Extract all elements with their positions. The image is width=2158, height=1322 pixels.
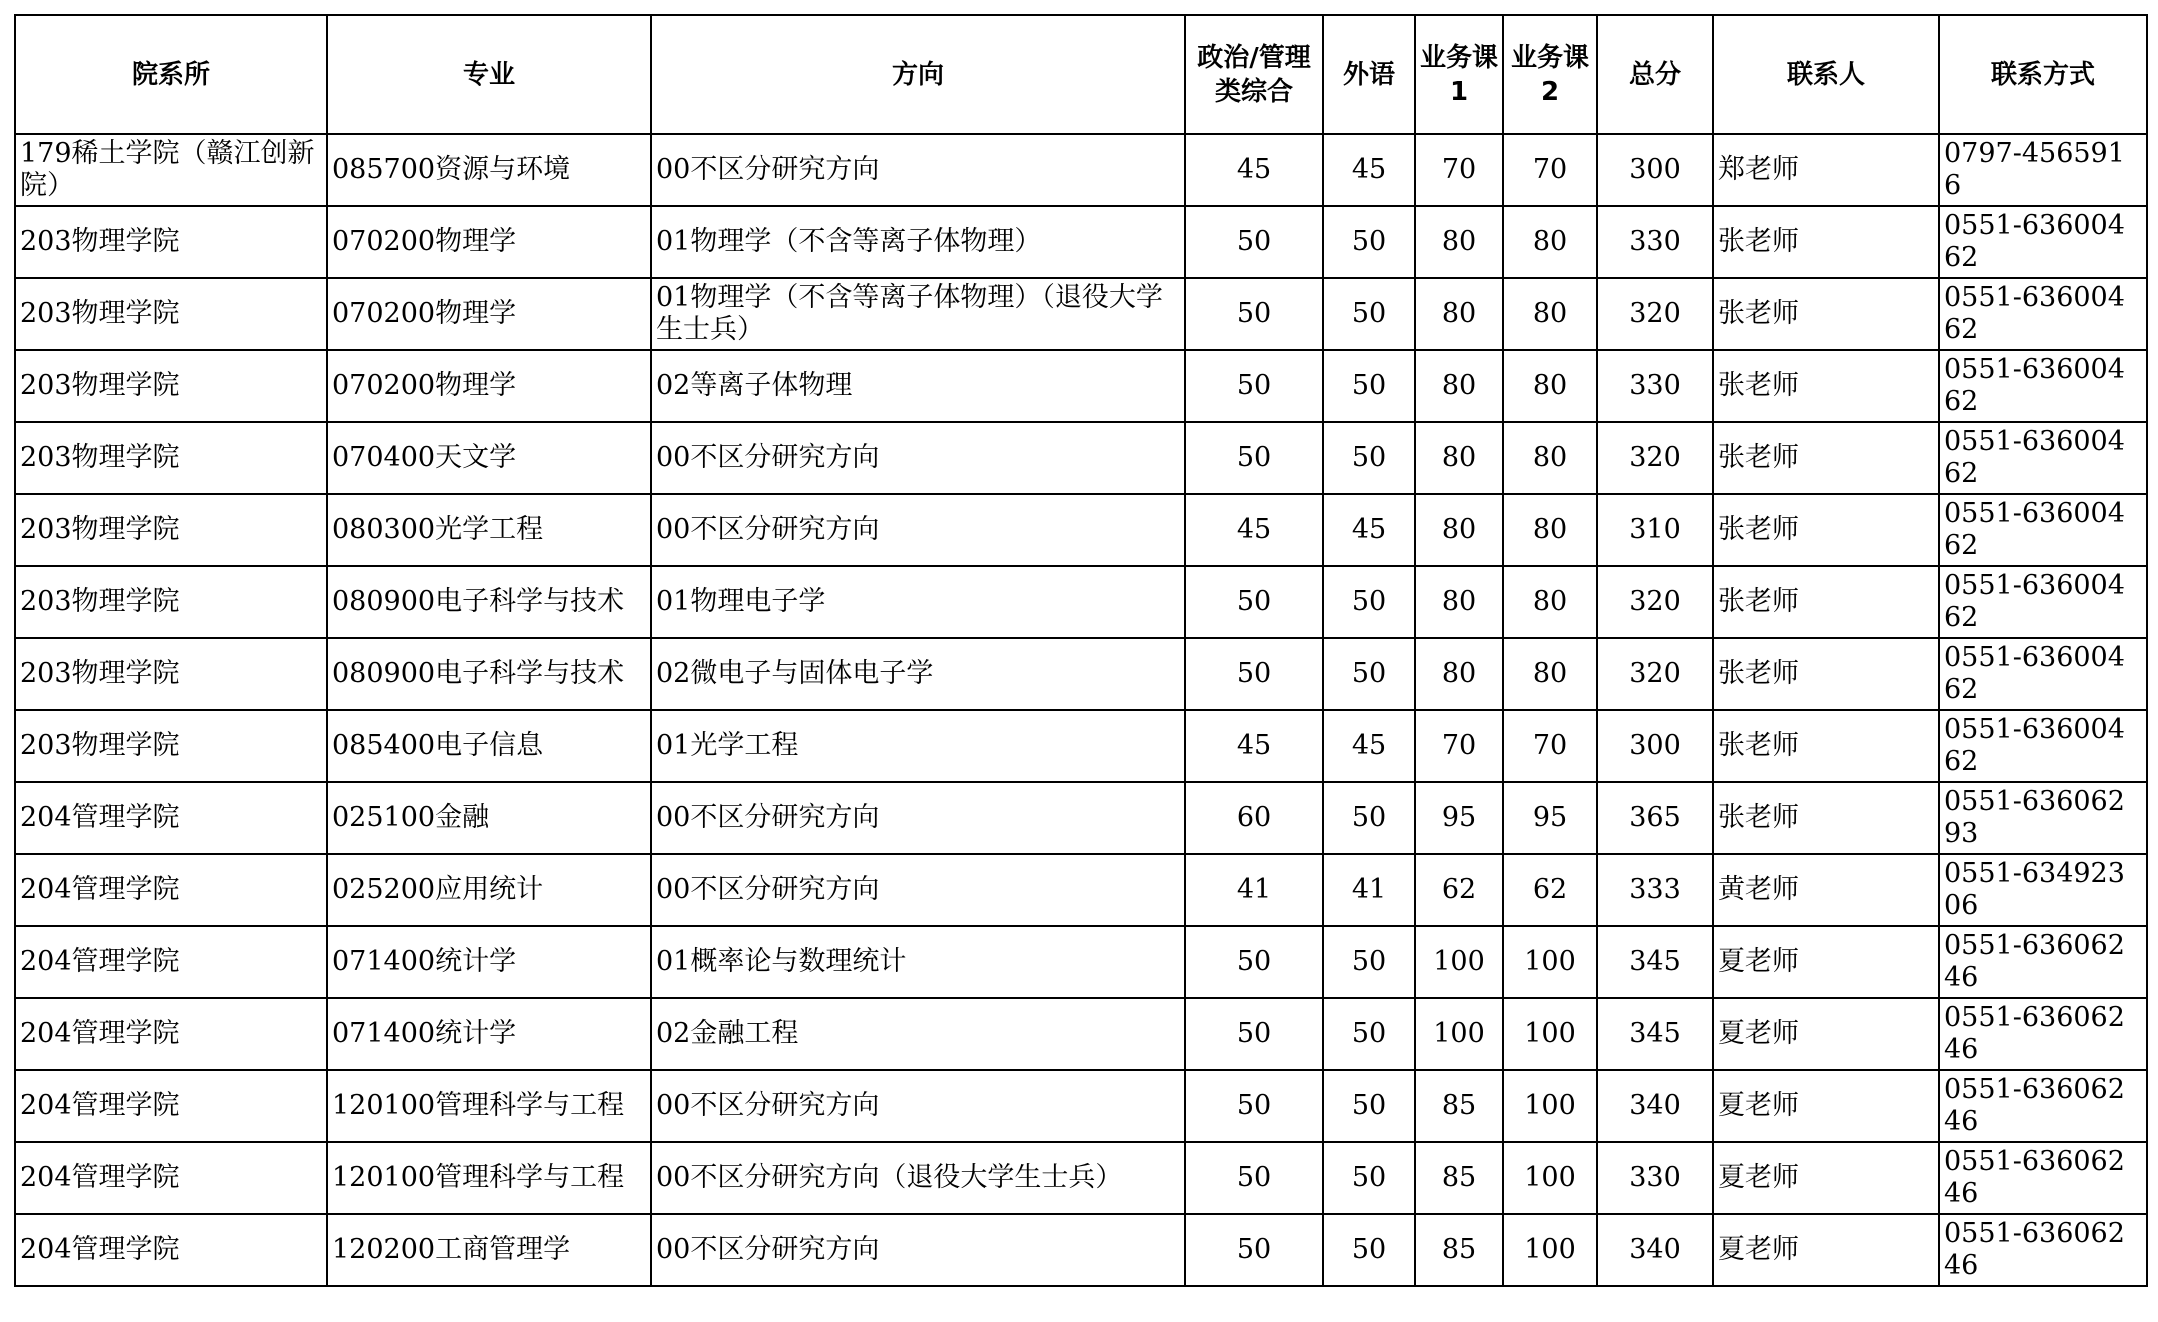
- contact-info-cell: 0551-63606246: [1939, 998, 2147, 1070]
- major-cell: 120100管理科学与工程: [327, 1070, 651, 1142]
- total-score-cell: 330: [1597, 1142, 1713, 1214]
- department-cell: 203物理学院: [15, 278, 327, 350]
- department-cell: 204管理学院: [15, 1142, 327, 1214]
- politics-score-cell: 50: [1185, 1070, 1323, 1142]
- direction-cell: 02微电子与固体电子学: [651, 638, 1185, 710]
- politics-score-cell: 50: [1185, 998, 1323, 1070]
- direction-cell: 00不区分研究方向: [651, 134, 1185, 206]
- course-2-score-cell: 100: [1503, 1142, 1597, 1214]
- politics-score-cell: 50: [1185, 926, 1323, 998]
- contact-info-cell: 0551-63600462: [1939, 206, 2147, 278]
- politics-score-cell: 45: [1185, 134, 1323, 206]
- politics-score-cell: 50: [1185, 350, 1323, 422]
- course-1-score-cell: 80: [1415, 638, 1503, 710]
- direction-cell: 01物理学（不含等离子体物理）: [651, 206, 1185, 278]
- foreign-language-score-cell: 50: [1323, 278, 1415, 350]
- direction-cell: 00不区分研究方向: [651, 854, 1185, 926]
- direction-cell: 00不区分研究方向: [651, 422, 1185, 494]
- foreign-language-score-cell: 45: [1323, 134, 1415, 206]
- total-score-cell: 300: [1597, 134, 1713, 206]
- header-row: [15, 15, 2147, 134]
- major-cell: 120200工商管理学: [327, 1214, 651, 1286]
- contact-person-cell: 黄老师: [1713, 854, 1939, 926]
- politics-score-cell: 50: [1185, 1142, 1323, 1214]
- foreign-language-score-cell: 50: [1323, 1070, 1415, 1142]
- table-row: [15, 422, 2147, 494]
- contact-info-cell: 0551-63600462: [1939, 422, 2147, 494]
- major-cell: 071400统计学: [327, 998, 651, 1070]
- table-row: [15, 926, 2147, 998]
- politics-score-cell: 50: [1185, 1214, 1323, 1286]
- major-cell: 080900电子科学与技术: [327, 638, 651, 710]
- contact-person-cell: 张老师: [1713, 710, 1939, 782]
- score-table: [14, 14, 2148, 1287]
- direction-cell: 00不区分研究方向（退役大学生士兵）: [651, 1142, 1185, 1214]
- header-department: 院系所: [15, 15, 327, 134]
- table-header: [15, 15, 2147, 134]
- foreign-language-score-cell: 45: [1323, 710, 1415, 782]
- contact-info-cell: 0551-63606246: [1939, 1070, 2147, 1142]
- foreign-language-score-cell: 50: [1323, 638, 1415, 710]
- course-1-score-cell: 80: [1415, 566, 1503, 638]
- total-score-cell: 345: [1597, 926, 1713, 998]
- politics-score-cell: 50: [1185, 638, 1323, 710]
- foreign-language-score-cell: 50: [1323, 566, 1415, 638]
- header-contact-person: 联系人: [1713, 15, 1939, 134]
- contact-info-cell: 0551-63606246: [1939, 1142, 2147, 1214]
- department-cell: 204管理学院: [15, 782, 327, 854]
- direction-cell: 00不区分研究方向: [651, 494, 1185, 566]
- politics-score-cell: 50: [1185, 278, 1323, 350]
- course-1-score-cell: 70: [1415, 134, 1503, 206]
- total-score-cell: 330: [1597, 206, 1713, 278]
- contact-person-cell: 张老师: [1713, 278, 1939, 350]
- foreign-language-score-cell: 50: [1323, 1214, 1415, 1286]
- major-cell: 025100金融: [327, 782, 651, 854]
- major-cell: 025200应用统计: [327, 854, 651, 926]
- course-1-score-cell: 85: [1415, 1142, 1503, 1214]
- total-score-cell: 320: [1597, 638, 1713, 710]
- contact-info-cell: 0551-63600462: [1939, 494, 2147, 566]
- header-course-2: 业务课2: [1503, 15, 1597, 134]
- total-score-cell: 345: [1597, 998, 1713, 1070]
- course-2-score-cell: 80: [1503, 278, 1597, 350]
- foreign-language-score-cell: 41: [1323, 854, 1415, 926]
- foreign-language-score-cell: 50: [1323, 926, 1415, 998]
- contact-info-cell: 0551-63600462: [1939, 638, 2147, 710]
- total-score-cell: 320: [1597, 278, 1713, 350]
- total-score-cell: 365: [1597, 782, 1713, 854]
- table-row: [15, 638, 2147, 710]
- course-2-score-cell: 62: [1503, 854, 1597, 926]
- course-2-score-cell: 100: [1503, 1070, 1597, 1142]
- contact-info-cell: 0551-63600462: [1939, 350, 2147, 422]
- contact-person-cell: 郑老师: [1713, 134, 1939, 206]
- contact-person-cell: 夏老师: [1713, 1214, 1939, 1286]
- course-2-score-cell: 80: [1503, 422, 1597, 494]
- course-1-score-cell: 80: [1415, 206, 1503, 278]
- course-2-score-cell: 80: [1503, 206, 1597, 278]
- department-cell: 203物理学院: [15, 422, 327, 494]
- course-1-score-cell: 80: [1415, 422, 1503, 494]
- contact-person-cell: 张老师: [1713, 566, 1939, 638]
- politics-score-cell: 45: [1185, 494, 1323, 566]
- course-2-score-cell: 80: [1503, 350, 1597, 422]
- course-2-score-cell: 100: [1503, 1214, 1597, 1286]
- contact-person-cell: 夏老师: [1713, 1070, 1939, 1142]
- course-1-score-cell: 62: [1415, 854, 1503, 926]
- major-cell: 120100管理科学与工程: [327, 1142, 651, 1214]
- course-2-score-cell: 95: [1503, 782, 1597, 854]
- course-1-score-cell: 100: [1415, 998, 1503, 1070]
- direction-cell: 01物理学（不含等离子体物理）（退役大学生士兵）: [651, 278, 1185, 350]
- major-cell: 070200物理学: [327, 206, 651, 278]
- major-cell: 085400电子信息: [327, 710, 651, 782]
- politics-score-cell: 41: [1185, 854, 1323, 926]
- contact-info-cell: 0797-4565916: [1939, 134, 2147, 206]
- direction-cell: 02金融工程: [651, 998, 1185, 1070]
- department-cell: 203物理学院: [15, 494, 327, 566]
- foreign-language-score-cell: 45: [1323, 494, 1415, 566]
- course-1-score-cell: 80: [1415, 350, 1503, 422]
- contact-person-cell: 张老师: [1713, 494, 1939, 566]
- course-2-score-cell: 100: [1503, 998, 1597, 1070]
- header-course-1: 业务课1: [1415, 15, 1503, 134]
- header-politics: 政治/管理类综合: [1185, 15, 1323, 134]
- table-row: [15, 134, 2147, 206]
- department-cell: 179稀土学院（赣江创新院）: [15, 134, 327, 206]
- contact-person-cell: 张老师: [1713, 638, 1939, 710]
- direction-cell: 02等离子体物理: [651, 350, 1185, 422]
- table-row: [15, 566, 2147, 638]
- direction-cell: 00不区分研究方向: [651, 782, 1185, 854]
- table-row: [15, 782, 2147, 854]
- course-2-score-cell: 80: [1503, 638, 1597, 710]
- total-score-cell: 300: [1597, 710, 1713, 782]
- total-score-cell: 340: [1597, 1070, 1713, 1142]
- table-row: [15, 710, 2147, 782]
- course-2-score-cell: 80: [1503, 566, 1597, 638]
- foreign-language-score-cell: 50: [1323, 350, 1415, 422]
- course-1-score-cell: 85: [1415, 1070, 1503, 1142]
- total-score-cell: 310: [1597, 494, 1713, 566]
- department-cell: 203物理学院: [15, 206, 327, 278]
- table-body: [15, 134, 2147, 1286]
- table-row: [15, 998, 2147, 1070]
- politics-score-cell: 50: [1185, 206, 1323, 278]
- course-2-score-cell: 70: [1503, 710, 1597, 782]
- major-cell: 070200物理学: [327, 350, 651, 422]
- politics-score-cell: 50: [1185, 422, 1323, 494]
- department-cell: 204管理学院: [15, 1214, 327, 1286]
- course-1-score-cell: 80: [1415, 278, 1503, 350]
- department-cell: 203物理学院: [15, 638, 327, 710]
- total-score-cell: 333: [1597, 854, 1713, 926]
- contact-person-cell: 张老师: [1713, 422, 1939, 494]
- header-major: 专业: [327, 15, 651, 134]
- department-cell: 204管理学院: [15, 998, 327, 1070]
- department-cell: 204管理学院: [15, 1070, 327, 1142]
- major-cell: 070200物理学: [327, 278, 651, 350]
- total-score-cell: 340: [1597, 1214, 1713, 1286]
- foreign-language-score-cell: 50: [1323, 206, 1415, 278]
- politics-score-cell: 45: [1185, 710, 1323, 782]
- contact-info-cell: 0551-63492306: [1939, 854, 2147, 926]
- header-contact-info: 联系方式: [1939, 15, 2147, 134]
- table-row: [15, 494, 2147, 566]
- header-foreign-language: 外语: [1323, 15, 1415, 134]
- foreign-language-score-cell: 50: [1323, 1142, 1415, 1214]
- course-2-score-cell: 100: [1503, 926, 1597, 998]
- course-2-score-cell: 80: [1503, 494, 1597, 566]
- course-1-score-cell: 85: [1415, 1214, 1503, 1286]
- direction-cell: 00不区分研究方向: [651, 1070, 1185, 1142]
- course-1-score-cell: 95: [1415, 782, 1503, 854]
- course-1-score-cell: 100: [1415, 926, 1503, 998]
- department-cell: 203物理学院: [15, 710, 327, 782]
- course-1-score-cell: 80: [1415, 494, 1503, 566]
- contact-info-cell: 0551-63600462: [1939, 710, 2147, 782]
- foreign-language-score-cell: 50: [1323, 998, 1415, 1070]
- table-row: [15, 1142, 2147, 1214]
- header-total: 总分: [1597, 15, 1713, 134]
- politics-score-cell: 50: [1185, 566, 1323, 638]
- contact-person-cell: 张老师: [1713, 782, 1939, 854]
- contact-info-cell: 0551-63600462: [1939, 278, 2147, 350]
- table-row: [15, 206, 2147, 278]
- politics-score-cell: 60: [1185, 782, 1323, 854]
- table-row: [15, 1214, 2147, 1286]
- table-row: [15, 278, 2147, 350]
- header-direction: 方向: [651, 15, 1185, 134]
- major-cell: 070400天文学: [327, 422, 651, 494]
- contact-person-cell: 夏老师: [1713, 998, 1939, 1070]
- contact-info-cell: 0551-63606246: [1939, 926, 2147, 998]
- contact-person-cell: 张老师: [1713, 350, 1939, 422]
- department-cell: 203物理学院: [15, 566, 327, 638]
- direction-cell: 01物理电子学: [651, 566, 1185, 638]
- department-cell: 204管理学院: [15, 926, 327, 998]
- total-score-cell: 320: [1597, 422, 1713, 494]
- total-score-cell: 320: [1597, 566, 1713, 638]
- total-score-cell: 330: [1597, 350, 1713, 422]
- foreign-language-score-cell: 50: [1323, 422, 1415, 494]
- contact-info-cell: 0551-63600462: [1939, 566, 2147, 638]
- major-cell: 080900电子科学与技术: [327, 566, 651, 638]
- table-row: [15, 350, 2147, 422]
- contact-info-cell: 0551-63606293: [1939, 782, 2147, 854]
- contact-person-cell: 张老师: [1713, 206, 1939, 278]
- contact-person-cell: 夏老师: [1713, 926, 1939, 998]
- contact-info-cell: 0551-63606246: [1939, 1214, 2147, 1286]
- direction-cell: 01概率论与数理统计: [651, 926, 1185, 998]
- department-cell: 203物理学院: [15, 350, 327, 422]
- course-1-score-cell: 70: [1415, 710, 1503, 782]
- table-row: [15, 854, 2147, 926]
- major-cell: 085700资源与环境: [327, 134, 651, 206]
- direction-cell: 00不区分研究方向: [651, 1214, 1185, 1286]
- course-2-score-cell: 70: [1503, 134, 1597, 206]
- foreign-language-score-cell: 50: [1323, 782, 1415, 854]
- major-cell: 071400统计学: [327, 926, 651, 998]
- table-row: [15, 1070, 2147, 1142]
- major-cell: 080300光学工程: [327, 494, 651, 566]
- department-cell: 204管理学院: [15, 854, 327, 926]
- contact-person-cell: 夏老师: [1713, 1142, 1939, 1214]
- direction-cell: 01光学工程: [651, 710, 1185, 782]
